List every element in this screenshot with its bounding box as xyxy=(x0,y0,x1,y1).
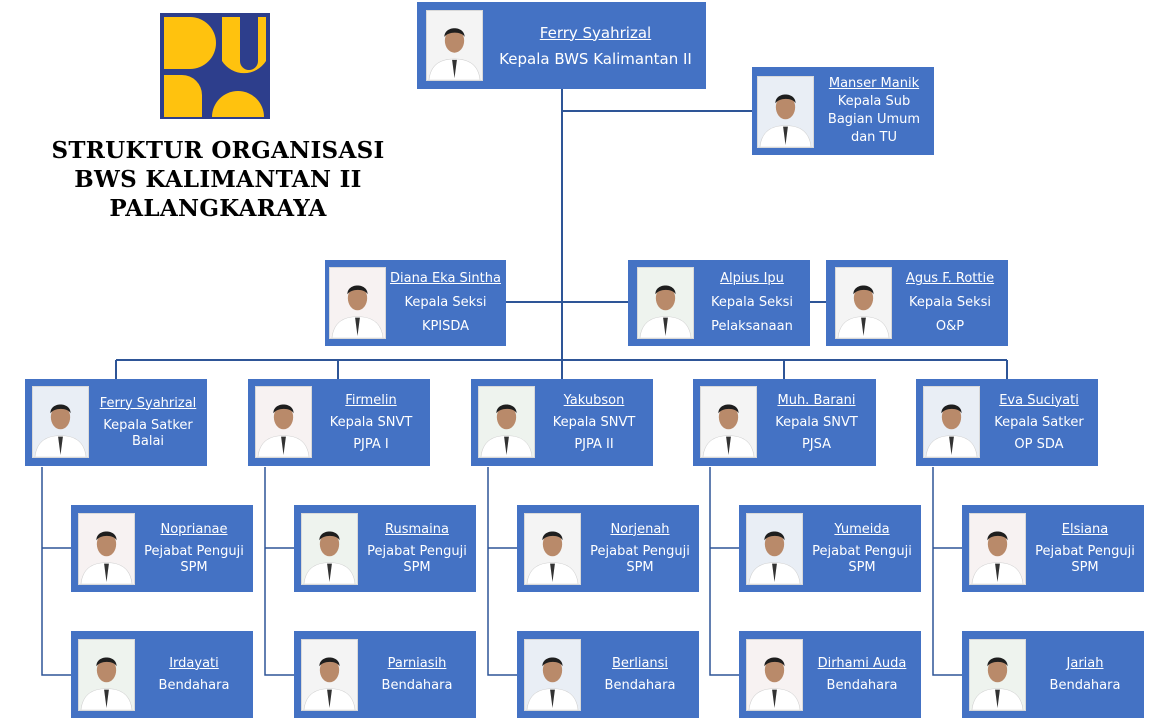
person-photo-icon xyxy=(33,387,88,457)
person-photo-icon xyxy=(302,640,357,710)
person-role: Pejabat Penguji xyxy=(1035,543,1135,559)
person-name: Ferry Syahrizal xyxy=(99,395,197,411)
person-name: Dirhami Auda xyxy=(817,655,907,671)
person-photo-icon xyxy=(256,387,311,457)
person-photo-icon xyxy=(970,640,1025,710)
card-pejabat-penguji xyxy=(71,505,253,592)
avatar xyxy=(478,386,535,458)
card-pejabat-penguji xyxy=(739,505,921,592)
person-photo-icon xyxy=(758,77,813,147)
card-unit-pjpa-2 xyxy=(471,379,653,466)
person-role: SPM xyxy=(848,559,876,575)
person-role: SPM xyxy=(1071,559,1099,575)
avatar xyxy=(637,267,694,339)
avatar xyxy=(524,639,581,711)
avatar xyxy=(301,513,358,585)
avatar xyxy=(746,513,803,585)
person-name: Norjenah xyxy=(610,521,670,537)
avatar xyxy=(32,386,89,458)
avatar xyxy=(78,513,135,585)
person-role: Kepala Seksi xyxy=(711,295,793,310)
person-role: Pejabat Penguji xyxy=(812,543,912,559)
card-unit-pjsa xyxy=(693,379,876,466)
card-unit-pjpa-1 xyxy=(248,379,430,466)
card-bendahara xyxy=(739,631,921,718)
card-bendahara xyxy=(71,631,253,718)
person-name: Parniasih xyxy=(387,655,447,671)
person-photo-icon xyxy=(79,640,134,710)
card-pejabat-penguji xyxy=(294,505,476,592)
person-role: Pelaksanaan xyxy=(711,319,793,334)
person-name: Yakubson xyxy=(563,392,625,408)
card-kepala-subbag xyxy=(752,67,934,155)
person-role: Pejabat Penguji xyxy=(367,543,467,559)
card-kepala-seksi-pelaksanaan xyxy=(628,260,810,346)
avatar xyxy=(329,267,386,339)
avatar xyxy=(835,267,892,339)
person-role: Kepala Seksi xyxy=(909,295,991,310)
person-role: PJSA xyxy=(801,436,832,452)
person-name: Muh. Barani xyxy=(777,392,856,408)
page-title: STRUKTUR ORGANISASI BWS KALIMANTAN II PALANGKARAYA xyxy=(51,137,385,222)
avatar xyxy=(426,10,483,81)
card-unit-satker-balai xyxy=(25,379,207,466)
avatar xyxy=(757,76,814,148)
person-role: KPISDA xyxy=(421,319,470,334)
card-bendahara xyxy=(517,631,699,718)
avatar xyxy=(969,513,1026,585)
card-kepala-bws xyxy=(417,2,706,89)
person-photo-icon xyxy=(302,514,357,584)
person-name: Eva Suciyati xyxy=(999,392,1079,408)
card-kepala-seksi-kpisda xyxy=(325,260,506,346)
person-role: OP SDA xyxy=(1014,436,1064,452)
avatar xyxy=(301,639,358,711)
person-role: Bagian Umum xyxy=(827,112,921,127)
person-photo-icon xyxy=(701,387,756,457)
card-pejabat-penguji xyxy=(962,505,1144,592)
person-name: Rusmaina xyxy=(385,521,449,537)
person-role: PJPA II xyxy=(574,436,614,452)
avatar xyxy=(969,639,1026,711)
card-bendahara xyxy=(962,631,1144,718)
person-role: Kepala Satker xyxy=(994,414,1084,430)
avatar xyxy=(524,513,581,585)
person-role: Kepala SNVT xyxy=(775,414,858,430)
person-name: Jariah xyxy=(1066,655,1104,671)
person-photo-icon xyxy=(638,268,693,338)
card-kepala-seksi-op xyxy=(826,260,1008,346)
person-photo-icon xyxy=(479,387,534,457)
person-name: Yumeida xyxy=(834,521,890,537)
person-role: dan TU xyxy=(850,130,898,145)
person-role: Kepala Seksi xyxy=(404,295,487,310)
person-name: Agus F. Rottie xyxy=(905,271,995,286)
person-role: SPM xyxy=(626,559,654,575)
person-role: Pejabat Penguji xyxy=(144,543,244,559)
person-role: O&P xyxy=(935,319,965,334)
avatar xyxy=(255,386,312,458)
person-name: Elsiana xyxy=(1061,521,1109,537)
person-photo-icon xyxy=(427,11,482,80)
person-photo-icon xyxy=(836,268,891,338)
person-role: Kepala SNVT xyxy=(329,414,413,430)
person-name: Irdayati xyxy=(169,655,219,671)
person-photo-icon xyxy=(924,387,979,457)
person-role: Kepala SNVT xyxy=(552,414,636,430)
card-bendahara xyxy=(294,631,476,718)
person-photo-icon xyxy=(330,268,385,338)
avatar xyxy=(700,386,757,458)
person-role: Bendahara xyxy=(1049,677,1121,693)
person-role: SPM xyxy=(180,559,208,575)
person-name: Berliansi xyxy=(611,655,669,671)
person-name: Firmelin xyxy=(345,392,397,408)
person-role: Kepala Sub xyxy=(837,94,911,109)
card-pejabat-penguji xyxy=(517,505,699,592)
person-role: Balai xyxy=(131,433,165,449)
card-unit-op-sda xyxy=(916,379,1098,466)
person-photo-icon xyxy=(747,640,802,710)
person-name: Alpius Ipu xyxy=(720,271,784,286)
person-photo-icon xyxy=(525,640,580,710)
person-photo-icon xyxy=(525,514,580,584)
person-role: Bendahara xyxy=(158,677,230,693)
person-role: Bendahara xyxy=(604,677,676,693)
person-photo-icon xyxy=(79,514,134,584)
person-role: SPM xyxy=(403,559,431,575)
avatar xyxy=(78,639,135,711)
person-photo-icon xyxy=(747,514,802,584)
person-role: Kepala BWS Kalimantan II xyxy=(499,49,692,68)
person-photo-icon xyxy=(970,514,1025,584)
person-role: Bendahara xyxy=(381,677,453,693)
person-role: Pejabat Penguji xyxy=(590,543,690,559)
avatar xyxy=(923,386,980,458)
avatar xyxy=(746,639,803,711)
person-role: Kepala Satker xyxy=(103,417,193,433)
person-role: Bendahara xyxy=(826,677,898,693)
person-name: Ferry Syahrizal xyxy=(539,23,652,42)
person-name: Noprianae xyxy=(160,521,228,537)
person-role: PJPA I xyxy=(353,436,389,452)
person-name: Manser Manik xyxy=(828,76,920,91)
person-name: Diana Eka Sintha xyxy=(390,271,501,286)
